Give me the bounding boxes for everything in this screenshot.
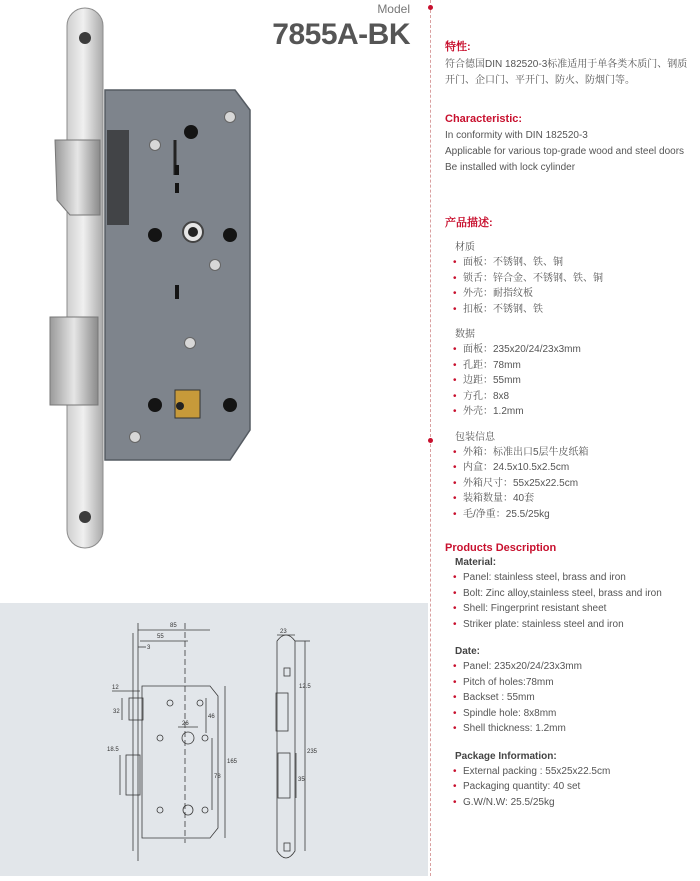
list-item: • 装箱数量：40套 [453,491,695,507]
list-item: • 孔距：78mm [453,358,695,374]
list-item: • 锁舌：锌合金、不锈钢、铁、铜 [453,271,695,287]
features-cn-title: 特性: [445,41,471,53]
list-item: • 内盒：24.5x10.5x2.5cm [453,460,695,476]
list-item: • Striker plate: stainless steel and iron [453,617,695,633]
desc-cn-material-title: 材质 [455,242,475,253]
desc-en-material-title: Material: [455,557,497,568]
desc-en-package-title: Package Information: [455,750,557,762]
desc-cn-data-list [445,342,695,420]
list-item: • 毛/净重：25.5/25kg [453,507,695,523]
list-item: • 外壳：1.2mm [453,404,695,420]
features-en-line: Applicable for various top-grade wood and steel doors [445,146,685,157]
dim-label: 26 [182,721,189,727]
front-view-case [142,686,218,838]
list-item: • Pitch of holes:78mm [453,675,695,691]
dim-label: 85 [170,623,177,629]
desc-en-data-list [445,659,695,737]
list-item: • External packing : 55x25x22.5cm [453,764,695,780]
technical-drawing-panel [0,603,428,876]
desc-en-package-list [445,764,695,811]
list-item: • Packaging quantity: 40 set [453,779,695,795]
desc-cn-title: 产品描述: [445,217,493,229]
model-label: Model [377,2,410,16]
list-item: • 方孔：8x8 [453,389,695,405]
dim-label: 12.5 [299,684,311,690]
list-item: • Panel: stainless steel, brass and iron [453,570,695,586]
list-item: • 外箱：标准出口5层牛皮纸箱 [453,445,695,461]
latch-bolt [55,140,100,215]
list-item: • 外箱尺寸：55x25x22.5cm [453,476,695,492]
desc-en-data-title: Date: [455,646,481,657]
desc-cn-package-list [445,445,695,523]
dim-label: 235 [307,749,318,755]
list-item: • Shell: Fingerprint resistant sheet [453,601,695,617]
faceplate [67,8,103,548]
desc-cn-material-list [445,255,695,317]
dead-bolt [50,317,98,405]
list-item: • G.W/N.W: 25.5/25kg [453,795,695,811]
dim-label: 23 [280,629,287,635]
red-dot [428,5,433,10]
list-item: • 边距：55mm [453,373,695,389]
dim-label: 12 [112,685,119,691]
list-item: • 面板：不锈钢、铁、铜 [453,255,695,271]
desc-cn-package-title: 包装信息 [455,431,495,443]
list-item: • Shell thickness: 1.2mm [453,721,695,737]
dim-label: 3 [147,645,151,651]
dim-label: 35 [298,777,305,783]
red-dot [428,438,433,443]
lock-product-photo [45,5,260,550]
technical-drawing [0,603,428,876]
features-cn-text: 符合德国DIN 182520-3标准适用于单各类木质门、钢质开门、企口门、平开门、防火、防烟门等。 [445,59,688,86]
dim-label: 32 [113,709,120,715]
list-item: • 外壳：耐指纹板 [453,286,695,302]
dim-label: 78 [214,774,221,780]
desc-en-material-list [445,570,695,632]
dim-label: 18.5 [107,747,119,753]
dim-label: 55 [157,634,164,640]
features-en-title: Characteristic: [445,113,523,125]
list-item: • Panel: 235x20/24/23x3mm [453,659,695,675]
list-item: • Backset : 55mm [453,690,695,706]
spec-column [445,38,695,810]
desc-cn-data-title: 数据 [455,329,475,340]
side-view-faceplate [277,635,295,858]
desc-en-title: Products Description [445,542,557,554]
features-en-line: In conformity with DIN 182520-3 [445,130,588,141]
features-en-line: Be installed with lock cylinder [445,162,576,173]
list-item: • 面板：235x20/24/23x3mm [453,342,695,358]
list-item: • Bolt: Zinc alloy,stainless steel, brass and iron [453,586,695,602]
dim-label: 165 [227,759,238,765]
list-item: • Spindle hole: 8x8mm [453,706,695,722]
dim-label: 46 [208,714,215,720]
model-code: 7855A-BK [272,18,410,51]
list-item: • 扣板：不锈钢、铁 [453,302,695,318]
